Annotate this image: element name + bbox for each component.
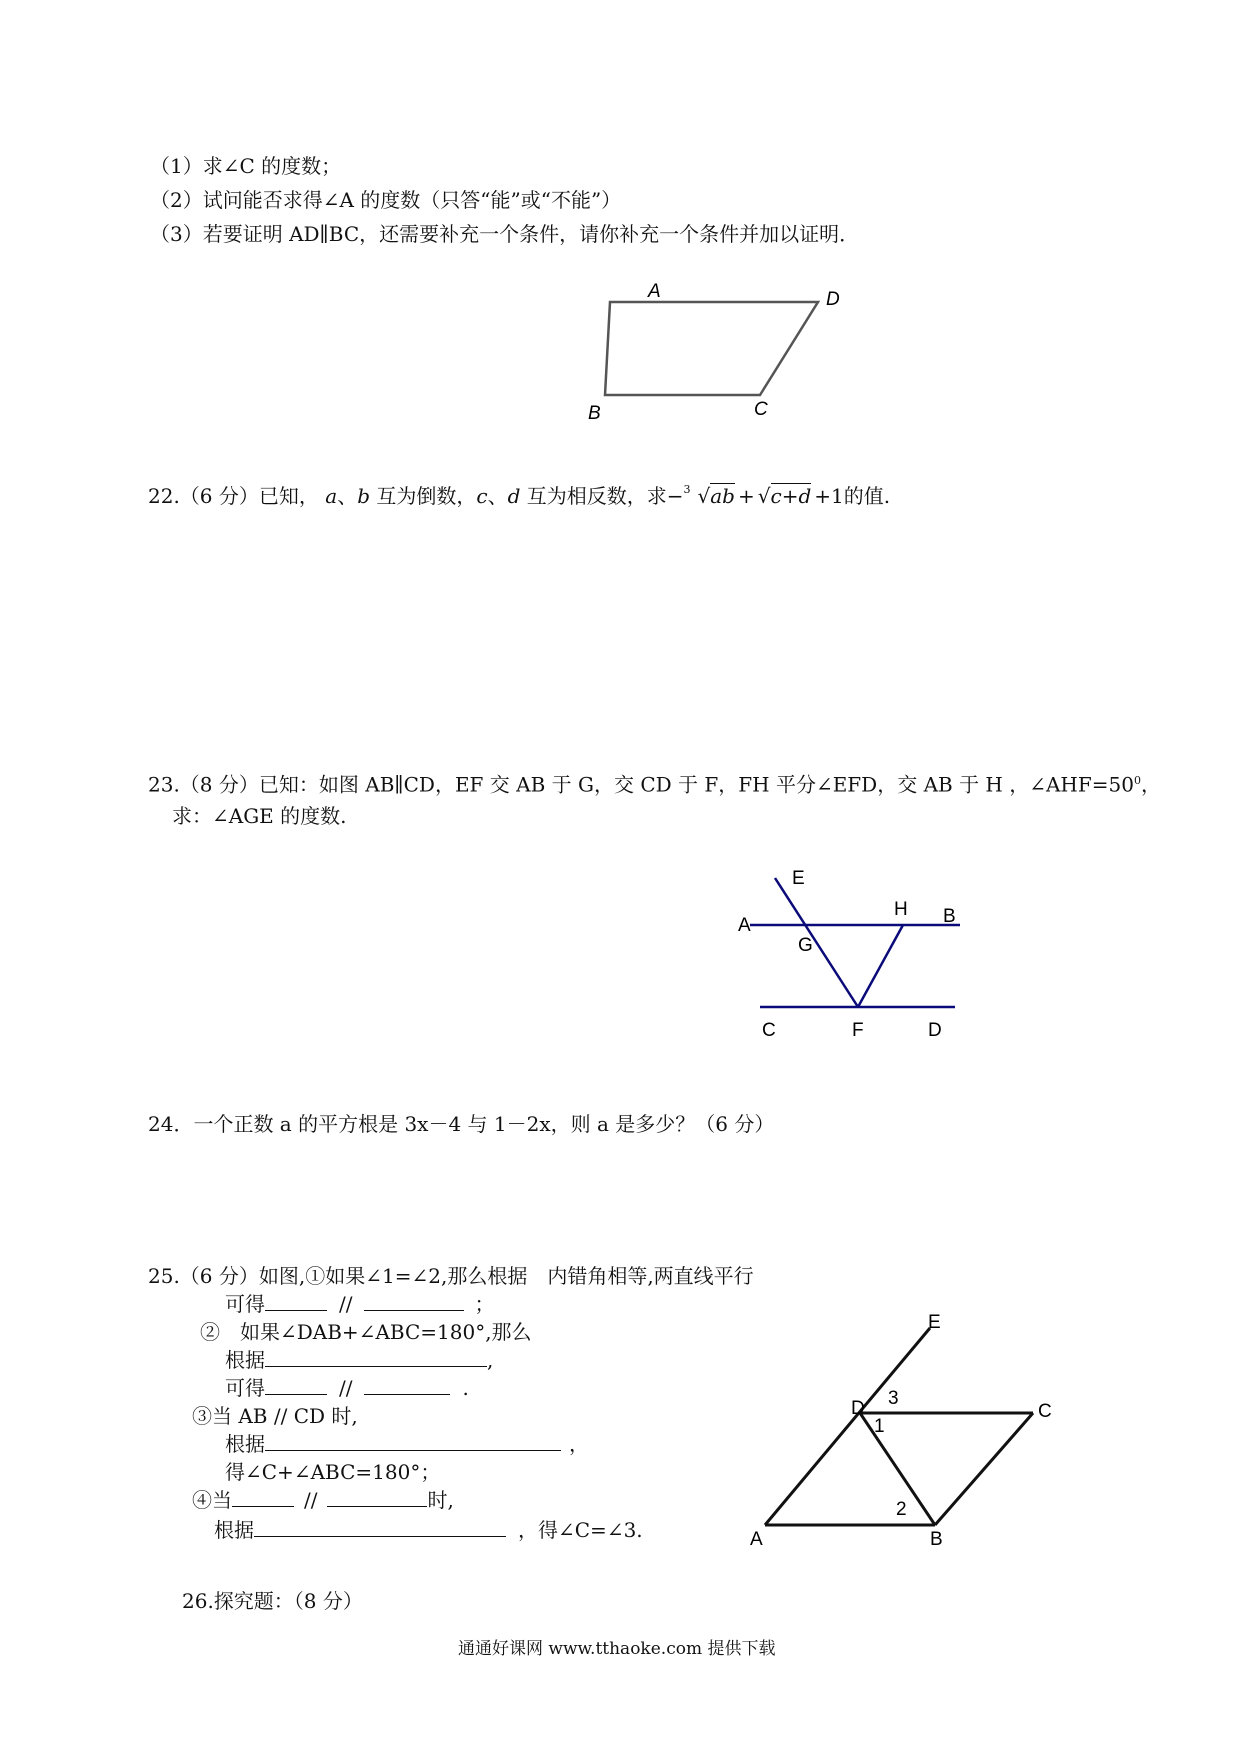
segment-bc <box>935 1413 1033 1525</box>
q25-l5-parallel: // <box>339 1376 353 1400</box>
q23-label-e: E <box>792 868 805 889</box>
radical-sign-icon: √ <box>757 484 771 508</box>
q25-l4-prefix: 根据 <box>225 1348 265 1372</box>
q23-label-f: F <box>852 1020 864 1041</box>
q25-line1: 25.（6 分）如图,①如果∠1=∠2,那么根据 内错角相等,两直线平行 <box>148 1264 754 1288</box>
q23-label-g: G <box>798 935 813 956</box>
q25-l4-end: , <box>487 1348 494 1372</box>
q25-line10 <box>214 1517 643 1543</box>
q25-line4 <box>225 1347 493 1373</box>
q21-label-d: D <box>826 289 840 310</box>
q21-part2: （2）试问能否求得∠A 的度数（只答“能”或“不能”） <box>150 188 622 212</box>
q22-radicand-cd: c+d <box>770 484 812 508</box>
q25-l10-end: ，得∠C=∠3. <box>518 1518 643 1542</box>
q24-statement: 24．一个正数 a 的平方根是 3x－4 与 1－2x，则 a 是多少？（6 分） <box>148 1112 775 1136</box>
line-fh <box>858 925 903 1007</box>
q25-l2-prefix: 可得 <box>225 1292 265 1316</box>
q23-degree: 0 <box>1133 774 1141 787</box>
q25-blank-7[interactable] <box>232 1488 294 1507</box>
q22-radicand-ab: ab <box>710 484 735 508</box>
q22-var-b: b <box>357 484 370 508</box>
q25-label-1: 1 <box>874 1416 885 1437</box>
q25-blank-2[interactable] <box>364 1292 464 1311</box>
q25-line8: 得∠C+∠ABC=180°； <box>225 1460 441 1484</box>
q25-blank-5[interactable] <box>364 1376 450 1395</box>
q25-l7-end: ， <box>569 1432 589 1456</box>
q21-part3: （3）若要证明 AD∥BC，还需要补充一个条件，请你补充一个条件并加以证明． <box>150 222 860 246</box>
q21-label-c: C <box>754 399 768 420</box>
q25-line3: ② 如果∠DAB+∠ABC=180°,那么 <box>200 1320 532 1344</box>
q23-label-c: C <box>762 1020 776 1041</box>
q22-prefix: 22.（6 分）已知， <box>148 484 319 508</box>
q22-plus1: + <box>737 484 755 508</box>
q25-l2-parallel: // <box>339 1292 353 1316</box>
q22-var-a: a <box>325 484 338 508</box>
q22-minus: − <box>666 484 684 508</box>
q23-figure-parallel-lines <box>730 860 970 1050</box>
q25-label-b: B <box>930 1529 943 1550</box>
q25-line6: ③当 AB // CD 时, <box>192 1404 358 1428</box>
q22-sep2: 、 <box>487 484 508 508</box>
q25-label-a: A <box>750 1529 763 1550</box>
q23-end: ， <box>1140 772 1161 797</box>
q23-line2: 求：∠AGE 的度数. <box>172 804 347 828</box>
q25-blank-6[interactable] <box>265 1432 561 1451</box>
page-footer: 通通好课网 www.tthaoke.com 提供下载 <box>458 1639 776 1659</box>
q23-label-h: H <box>894 899 908 920</box>
q22-plus2: +1 <box>814 484 844 508</box>
q25-label-e: E <box>928 1312 941 1333</box>
q22-mid1: 互为倒数， <box>370 484 477 508</box>
q26-statement: 26.探究题：（8 分） <box>182 1589 363 1613</box>
q22-var-d: d <box>507 484 521 508</box>
q25-label-c: C <box>1038 1401 1052 1422</box>
q25-l2-end: ； <box>474 1292 495 1316</box>
q21-label-a: A <box>648 281 661 302</box>
q25-label-2: 2 <box>896 1499 907 1520</box>
q25-blank-1[interactable] <box>265 1292 327 1311</box>
q22-statement <box>148 483 890 509</box>
q25-blank-3[interactable] <box>265 1348 487 1367</box>
q23-label-b: B <box>943 906 956 927</box>
q25-l10-prefix: 根据 <box>214 1518 254 1542</box>
q25-line2 <box>225 1291 494 1317</box>
q25-l9-parallel: // <box>304 1488 318 1512</box>
q25-l7-prefix: 根据 <box>225 1432 265 1456</box>
q21-part1: （1）求∠C 的度数； <box>150 154 342 178</box>
q21-label-b: B <box>588 403 601 424</box>
q25-l5-end: . <box>462 1376 469 1400</box>
q25-line5 <box>225 1375 469 1401</box>
q25-figure-quadrilateral <box>750 1310 1070 1550</box>
q22-square-root <box>758 483 812 508</box>
q25-l9-end: 时, <box>427 1488 454 1512</box>
line-ef <box>775 878 858 1007</box>
q25-blank-4[interactable] <box>265 1376 327 1395</box>
q21-figure-parallelogram <box>570 275 870 435</box>
q25-blank-9[interactable] <box>254 1518 506 1537</box>
q25-l9-prefix: ④当 <box>192 1488 232 1512</box>
q23-text: 23.（8 分）已知：如图 AB∥CD，EF 交 AB 于 G，交 CD 于 F，FH 平分∠EFD，交 AB 于 H ，∠AHF=50 <box>148 772 1134 797</box>
q25-l5-prefix: 可得 <box>225 1376 265 1400</box>
q22-sep1: 、 <box>337 484 358 508</box>
parallelogram-shape <box>605 302 818 395</box>
ray-ae <box>765 1328 930 1525</box>
q25-blank-8[interactable] <box>327 1488 427 1507</box>
q22-cube-root <box>684 483 735 509</box>
q25-label-3: 3 <box>888 1388 899 1409</box>
q23-label-a: A <box>738 915 751 936</box>
q25-label-d: D <box>851 1398 865 1419</box>
q23-label-d: D <box>928 1020 942 1041</box>
q25-line9 <box>192 1487 454 1513</box>
q22-mid2: 互为相反数，求 <box>520 484 667 508</box>
q23-line1 <box>148 768 1161 798</box>
radical-sign-icon: √ <box>697 484 711 508</box>
q22-var-c: c <box>476 484 488 508</box>
q22-suffix: 的值. <box>843 484 891 508</box>
q22-root-index: 3 <box>683 483 691 496</box>
q25-line7 <box>225 1431 589 1457</box>
